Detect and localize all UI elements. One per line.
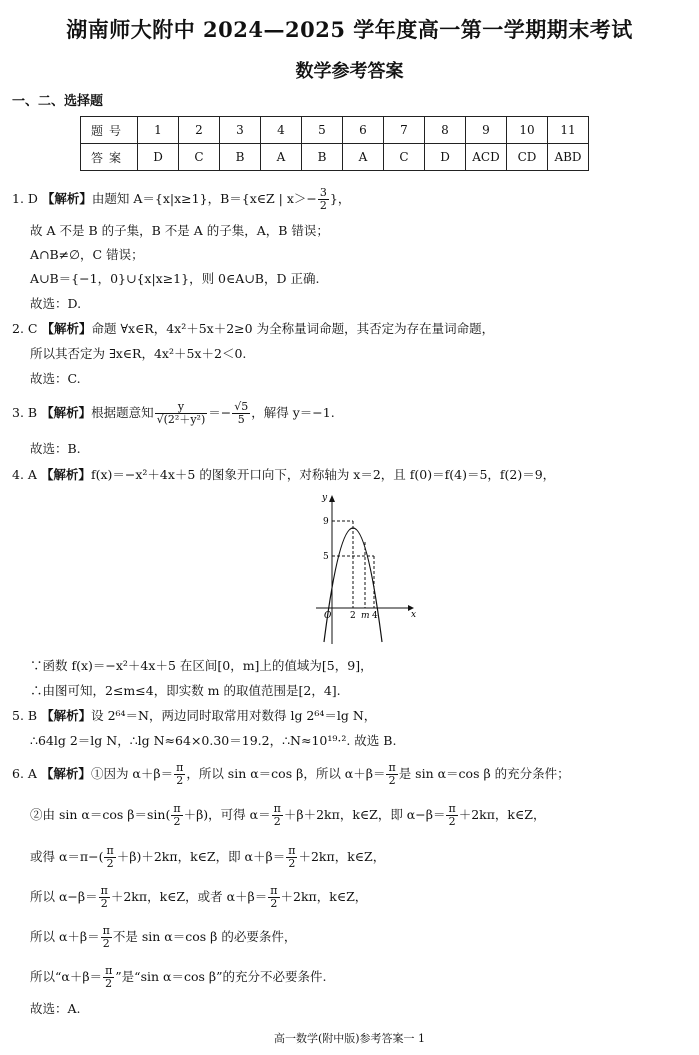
q6-text: 所以“α＋β＝ [30, 969, 103, 984]
q5-line2: ∴64lg 2＝lg N，∴lg N≈64×0.30＝19.2，∴N≈10¹⁹·². 故选 B. [30, 733, 397, 748]
fraction-numerator: π [388, 761, 396, 774]
q2-text: 命题 ∀x∈R，4x²＋5x＋2≥0 为全称量词命题，其否定为存在量词命题， [91, 321, 495, 336]
parabola-curve [324, 528, 382, 642]
q6-text: 或得 α＝π−( [30, 849, 104, 864]
q2-line3: 故选：C. [30, 371, 81, 386]
fraction [155, 401, 208, 426]
y-axis-arrow [329, 495, 335, 502]
fraction-numerator: 3 [319, 186, 327, 199]
q1-line5: 故选：D. [30, 296, 82, 311]
table-cell: 5 [302, 117, 343, 144]
q6-line7: 故选：A. [30, 1001, 81, 1016]
table-cell: CD [507, 144, 548, 171]
fraction-denominator: √(2²＋y²) [156, 413, 206, 426]
fraction-numerator: y [155, 401, 208, 414]
q6-line1 [12, 762, 570, 787]
fraction-numerator: π [288, 844, 296, 857]
q6-text: ＋2kπ，k∈Z，或者 α＋β＝ [110, 889, 268, 904]
q6-text: ②由 sin α＝cos β＝sin( [30, 807, 171, 822]
answer-table-number-row [81, 117, 589, 144]
q6-text: ＋2kπ，k∈Z， [280, 889, 368, 904]
q6-text: ＋β)＋2kπ，k∈Z，即 α＋β＝ [116, 849, 286, 864]
q5-tag: 【解析】 [41, 708, 92, 723]
q6-line5 [30, 925, 296, 950]
fraction-numerator: π [105, 964, 113, 977]
q2-line1 [12, 320, 494, 338]
fraction-denominator: 2 [273, 815, 281, 828]
q6-text: ＋2kπ，k∈Z， [298, 849, 386, 864]
fraction-denominator: 5 [237, 413, 245, 426]
q3-line1 [12, 401, 335, 426]
label-9: 9 [323, 517, 329, 527]
table-cell: B [302, 144, 343, 171]
q4-tag: 【解析】 [40, 467, 91, 482]
q5-number: 5. B [12, 708, 38, 723]
q1-number: 1. D [12, 191, 38, 206]
fraction-denominator: 2 [176, 774, 184, 787]
label-y: y [322, 493, 328, 503]
q1-tag: 【解析】 [41, 191, 92, 206]
q4-line3: ∴由图可知，2≤m≤4，即实数 m 的取值范围是[2，4]. [30, 683, 341, 698]
fraction [174, 762, 185, 787]
fraction [286, 845, 297, 870]
table-cell: D [425, 144, 466, 171]
fraction [386, 762, 397, 787]
q2-line2: 所以其否定为 ∃x∈R，4x²＋5x＋2＜0. [30, 346, 247, 361]
fraction-numerator: π [173, 802, 181, 815]
fraction-denominator: 2 [448, 815, 456, 828]
label-x: x [411, 610, 417, 620]
fraction-numerator: π [448, 802, 456, 815]
q6-text: ＋β＋2kπ，k∈Z，即 α−β＝ [283, 807, 446, 822]
fraction-denominator: 2 [100, 897, 108, 910]
fraction [99, 885, 110, 910]
fraction [104, 845, 115, 870]
label-2: 2 [350, 611, 356, 621]
label-m: m [361, 611, 370, 621]
table-cell: 6 [343, 117, 384, 144]
page-title: 湖南师大附中 2024—2025 学年度高一第一学期期末考试 [66, 17, 633, 42]
q6-text: ①因为 α＋β＝ [90, 766, 174, 781]
q1-line3: A∩B≠∅，C 错误； [30, 247, 144, 262]
fraction-denominator: 2 [270, 897, 278, 910]
label-origin: O [324, 611, 332, 621]
q4-number: 4. A [12, 467, 37, 482]
q2-number: 2. C [12, 321, 38, 336]
q6-line2 [30, 803, 545, 828]
fraction [232, 401, 250, 426]
label-5: 5 [323, 552, 329, 562]
q3-text-mid: ＝− [208, 405, 232, 420]
q6-text: ”是“sin α＝cos β”的充分不必要条件. [115, 969, 327, 984]
fraction [103, 965, 114, 990]
table-cell: ABD [548, 144, 589, 171]
table-cell: 8 [425, 117, 466, 144]
page-footer: 高一数学(附中版)参考答案一 1 [273, 1032, 426, 1045]
q6-text: ，所以 sin α＝cos β，所以 α＋β＝ [186, 766, 386, 781]
fraction-numerator: π [176, 761, 184, 774]
q6-text: ＋2kπ，k∈Z， [458, 807, 546, 822]
q6-text: ＋β)，可得 α＝ [183, 807, 271, 822]
table-cell: C [384, 144, 425, 171]
page-subtitle: 数学参考答案 [295, 61, 404, 82]
fraction-denominator: 2 [102, 937, 110, 950]
q1-line4: A∪B＝{−1，0}∪{x|x≥1}，则 0∈A∪B，D 正确. [30, 271, 320, 286]
fraction-numerator: √5 [234, 400, 249, 413]
table-cell: 1 [138, 117, 179, 144]
q6-text: 不是 sin α＝cos β 的必要条件， [112, 929, 297, 944]
table-cell: 10 [507, 117, 548, 144]
q5-text: 设 2⁶⁴＝N，两边同时取常用对数得 lg 2⁶⁴＝lg N， [91, 708, 377, 723]
q6-text: 是 sin α＝cos β 的充分条件； [398, 766, 570, 781]
q1-line1 [12, 187, 350, 212]
q2-tag: 【解析】 [41, 321, 92, 336]
q3-text-post: ，解得 y＝−1. [251, 405, 335, 420]
fraction-numerator: π [106, 844, 114, 857]
fraction-numerator: π [102, 924, 110, 937]
q3-number: 3. B [12, 405, 38, 420]
q6-text: 所以 α−β＝ [30, 889, 98, 904]
q1-text-end: }， [329, 191, 351, 206]
fraction-denominator: 2 [388, 774, 396, 787]
table-cell: B [220, 144, 261, 171]
q5-line1 [12, 707, 376, 725]
q4-line2: ∵函数 f(x)＝−x²＋4x＋5 在区间[0，m]上的值域为[5，9]， [30, 658, 373, 673]
answer-table [80, 116, 589, 171]
fraction-denominator: 2 [173, 815, 181, 828]
fraction-numerator: π [100, 884, 108, 897]
table-cell: 7 [384, 117, 425, 144]
fraction-denominator: 2 [288, 857, 296, 870]
table-cell: A [261, 144, 302, 171]
label-4: 4 [372, 611, 378, 621]
fraction [446, 803, 457, 828]
table-cell: 2 [179, 117, 220, 144]
fraction-denominator: 2 [105, 977, 113, 990]
table-cell: 9 [466, 117, 507, 144]
table-cell: C [179, 144, 220, 171]
parabola-graph [310, 492, 420, 647]
fraction [268, 885, 279, 910]
table-cell: 11 [548, 117, 589, 144]
table-cell: 4 [261, 117, 302, 144]
q1-line2: 故 A 不是 B 的子集，B 不是 A 的子集，A，B 错误； [30, 223, 329, 238]
row-label: 答案 [81, 144, 138, 171]
answer-table-answer-row [81, 144, 589, 171]
fraction [318, 187, 329, 212]
q4-text: f(x)＝−x²＋4x＋5 的图象开口向下，对称轴为 x＝2，且 f(0)＝f(4)＝5，f(2)＝9， [90, 467, 556, 482]
table-cell: 3 [220, 117, 261, 144]
q3-tag: 【解析】 [41, 405, 92, 420]
q6-line4 [30, 885, 367, 910]
fraction-numerator: π [270, 884, 278, 897]
table-cell: D [138, 144, 179, 171]
table-cell: ACD [466, 144, 507, 171]
q6-line3 [30, 845, 385, 870]
section-heading: 一、二、选择题 [12, 94, 104, 109]
q6-text: 所以 α＋β＝ [30, 929, 100, 944]
fraction-denominator: 2 [106, 857, 114, 870]
q1-text: 由题知 A＝{x|x≥1}，B＝{x∈Z | x＞− [91, 191, 317, 206]
fraction [101, 925, 112, 950]
row-label: 题号 [81, 117, 138, 144]
q3-line2: 故选：B. [30, 441, 81, 456]
fraction-numerator: π [273, 802, 281, 815]
fraction [171, 803, 182, 828]
table-cell: A [343, 144, 384, 171]
q6-line6 [30, 965, 326, 990]
q6-number: 6. A [12, 766, 37, 781]
fraction-denominator: 2 [319, 199, 327, 212]
q3-text-pre: 根据题意知 [91, 405, 154, 420]
fraction [272, 803, 283, 828]
q6-tag: 【解析】 [40, 766, 91, 781]
q4-line1 [12, 466, 555, 484]
